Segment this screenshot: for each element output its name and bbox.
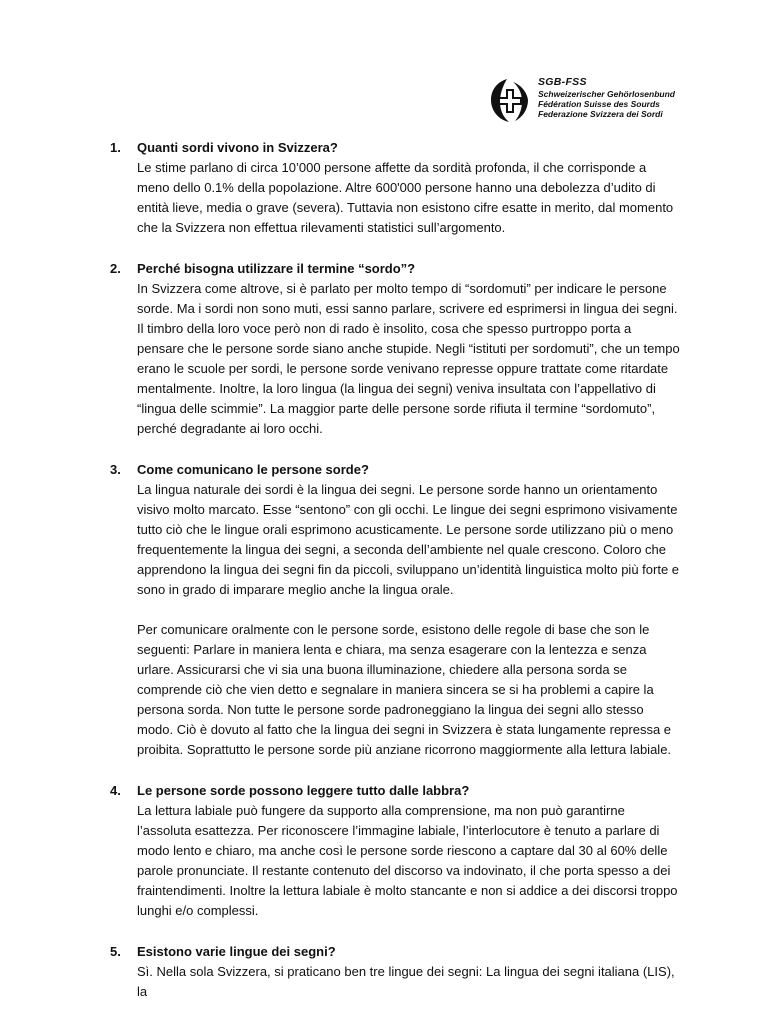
faq-question: Perché bisogna utilizzare il termine “sordo”? — [137, 261, 416, 276]
faq-number: 3. — [110, 462, 121, 477]
sgb-fss-logo — [487, 72, 687, 132]
faq-number: 5. — [110, 944, 121, 959]
faq-number: 2. — [110, 261, 121, 276]
faq-question: Le persone sorde possono leggere tutto dalle labbra? — [137, 783, 470, 798]
org-name-de: Schweizerischer Gehörlosenbund — [538, 89, 675, 99]
org-abbreviation: SGB-FSS — [538, 76, 587, 88]
faq-item — [110, 138, 680, 238]
faq-number: 1. — [110, 140, 121, 155]
faq-answer: In Svizzera come altrove, si è parlato per molto tempo di “sordomuti” per indicare le persone sorde. Ma i sordi non sono muti, essi sanno parlare, scrivere ed esprimersi in lingua dei segni. Il timbro della loro voce però non di rado è insolito, cosa che spesso purtroppo porta a pensare che le persone sorde siano anche stupide. Negli “istituti per sordomuti”, che un tempo erano le scuole per sordi, le persone sorde venivano represse oppure trattate come ritardate mentalmente. Inoltre, la loro lingua (la lingua dei segni) veniva insultata con l’appellativo di “lingua delle scimmie”. La maggior parte delle persone sorde rifiuta il termine “sordomuto”, perché degradante ai loro occhi. — [137, 281, 680, 436]
faq-item — [110, 460, 680, 760]
faq-item — [110, 259, 680, 439]
faq-answer: La lettura labiale può fungere da supporto alla comprensione, ma non può garantirne l’assoluta esattezza. Per riconoscere l’immagine labiale, l’interlocutore è tenuto a parlare di modo lento e chiaro, ma anche così le persone sorde riescono a captare dal 30 al 60% delle parole pronunciate. Il restante contenuto del discorso va indovinato, il che porta spesso a dei fraintendimenti. Inoltre la lettura labiale è molto stancante e non si addice a dei discorsi troppo lunghi e/o complessi. — [137, 803, 678, 918]
faq-answer: Sì. Nella sola Svizzera, si praticano ben tre lingue dei segni: La lingua dei segni italiana (LIS), la — [137, 964, 675, 999]
faq-question: Come comunicano le persone sorde? — [137, 462, 369, 477]
org-name-block — [538, 76, 675, 119]
faq-list — [110, 138, 680, 1023]
faq-answer: La lingua naturale dei sordi è la lingua dei segni. Le persone sorde hanno un orientamento visivo molto marcato. Esse “sentono” con gli occhi. Le lingue dei segni esprimono visivamente tutto ciò che le lingue orali esprimono acusticamente. Le persone sorde utilizzano più o meno frequentemente la lingua dei segni, a seconda dell’ambiente nel quale crescono. Coloro che apprendono la lingua dei segni fin da piccoli, sviluppano un’identità linguistica molto più forte e sono in grado di imparare meglio anche la lingua orale. — [137, 482, 680, 597]
faq-answer: Le stime parlano di circa 10’000 persone affette da sordità profonda, il che corrisponde a meno dello 0.1% della popolazione. Altre 600'000 persone hanno una debolezza d’udito di entità lieve, media o grave (severa). Tuttavia non esistono cifre esatte in merito, dal momento che la Svizzera non effettua rilevamenti statistici sull’argomento. — [137, 160, 674, 235]
swiss-cross-hand-icon — [487, 76, 533, 126]
faq-question: Esistono varie lingue dei segni? — [137, 944, 336, 959]
org-name-fr: Fédération Suisse des Sourds — [538, 99, 660, 109]
faq-answer: Per comunicare oralmente con le persone sorde, esistono delle regole di base che son le seguenti: Parlare in maniera lenta e chiara, ma senza esagerare con la lentezza e senza urlare. Assicurarsi che vi sia una buona illuminazione, chiedere alla persona sorda se comprende ciò che vien detto e segnalare in maniera sincera se si ha problemi a capire la persona sorda. Non tutte le persone sorde padroneggiano la lingua dei segni allo stesso modo. Ciò è dovuto al fatto che la lingua dei segni in Svizzera è stata lungamente repressa e proibita. Soprattutto le persone sorde più anziane ricorrono maggiormente alla lettura labiale. — [137, 622, 672, 757]
faq-item — [110, 942, 680, 1002]
faq-item — [110, 781, 680, 921]
faq-number: 4. — [110, 783, 121, 798]
org-name-it: Federazione Svizzera dei Sordi — [538, 109, 663, 119]
faq-question: Quanti sordi vivono in Svizzera? — [137, 140, 338, 155]
